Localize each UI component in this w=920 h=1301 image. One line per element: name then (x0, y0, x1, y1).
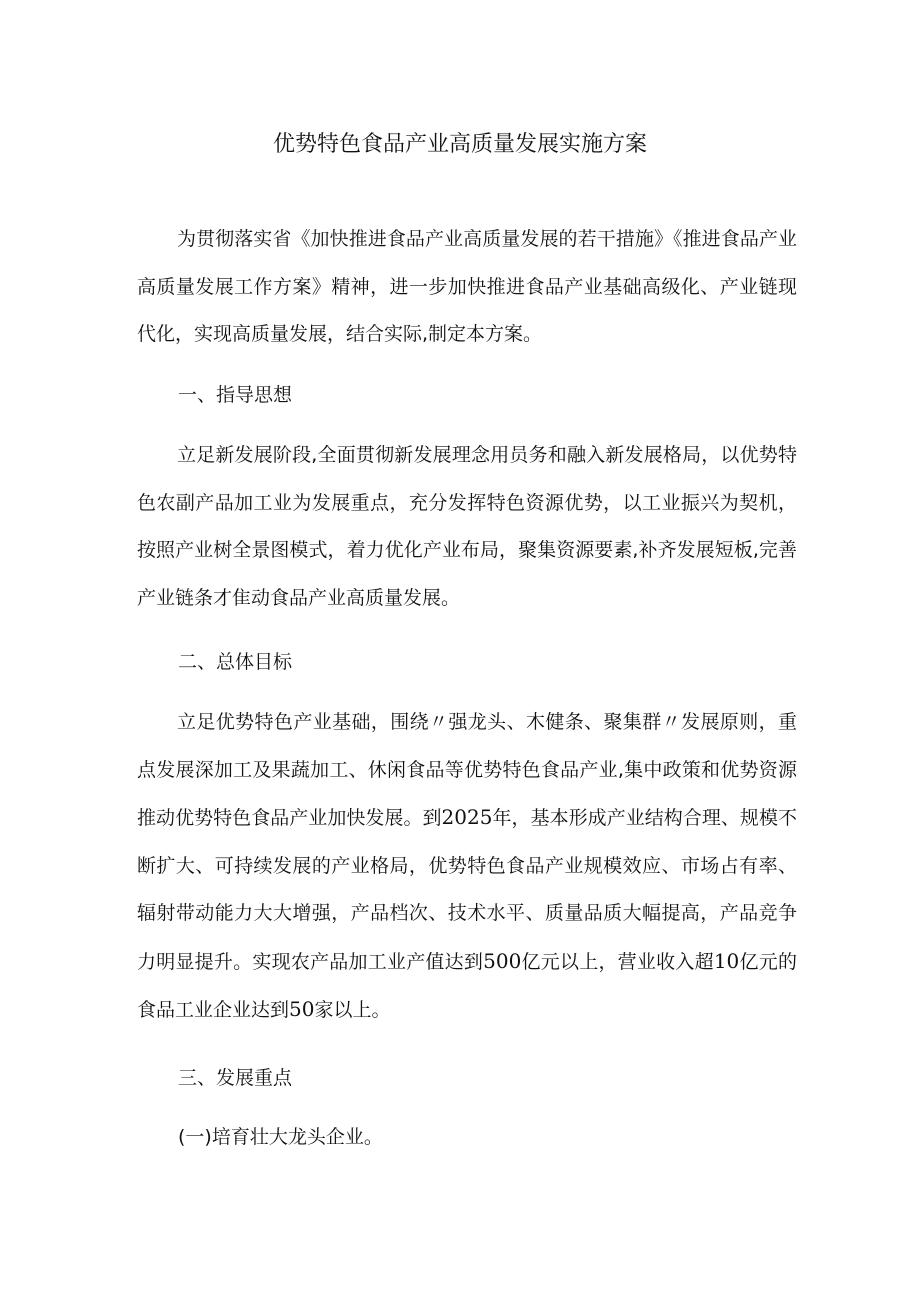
subsection-heading-leading-enterprises: (一)培育壮大龙头企业。 (178, 1126, 383, 1148)
goal-year: 2025 (441, 805, 493, 829)
section-heading-guiding-thought: 一、指导思想 (178, 384, 293, 406)
section-heading-overall-goal: 二、总体目标 (178, 651, 293, 673)
guiding-thought-paragraph: 立足新发展阶段,全面贯彻新发展理念用员务和融入新发展格局，以优势特色农副产品加工业为发展重点，充分发挥特色资源优势，以工业振兴为契机，按照产业树全景图模式，着力优化产业布局，聚集资源要素,补齐发展短板,完善产业链条才隹动食品产业高质量发展。 (137, 444, 797, 609)
goal-text-part5: 家以上。 (314, 999, 391, 1021)
intro-paragraph: 为贯彻落实省《加快推进食品产业高质量发展的若干措施》《推进食品产业高质量发展工作方案》精神，进一步加快推进食品产业基础高级化、产业链现代化，实现高质量发展，结合实际,制定本方案。 (137, 228, 797, 345)
goal-text-part1: 立足优势特色产业基础，围绕〃强龙头、木健条、聚集群〃发展原则，重点发展深加工及果蔬加工、休闲食品等优势特色食品产业,集中政策和优势资源推动优势特色食品产业加快发展。到 (137, 711, 797, 829)
overall-goal-paragraph (137, 699, 797, 1035)
section-heading-development-focus: 三、发展重点 (178, 1067, 293, 1089)
goal-output-value: 500 (483, 948, 522, 973)
goal-text-part4: 亿元的食品工业企业达到 (137, 950, 797, 1021)
goal-revenue-value: 10 (713, 948, 740, 973)
goal-company-count: 50 (289, 997, 315, 1021)
goal-text-part3: 亿元以上，营业收入超 (521, 950, 714, 973)
goal-text-part2: 年，基本形成产业结构合理、规模不断扩大、可持续发展的产业格局，优势特色食品产业规模效应、市场占有率、辐射带动能力大大增强，产品档次、技术水平、质量品质大幅提高，产品竞争力明显提升。实现农产品加工业产值达到 (137, 807, 797, 973)
document-title: 优势特色食品产业高质量发展实施方案 (272, 132, 647, 157)
